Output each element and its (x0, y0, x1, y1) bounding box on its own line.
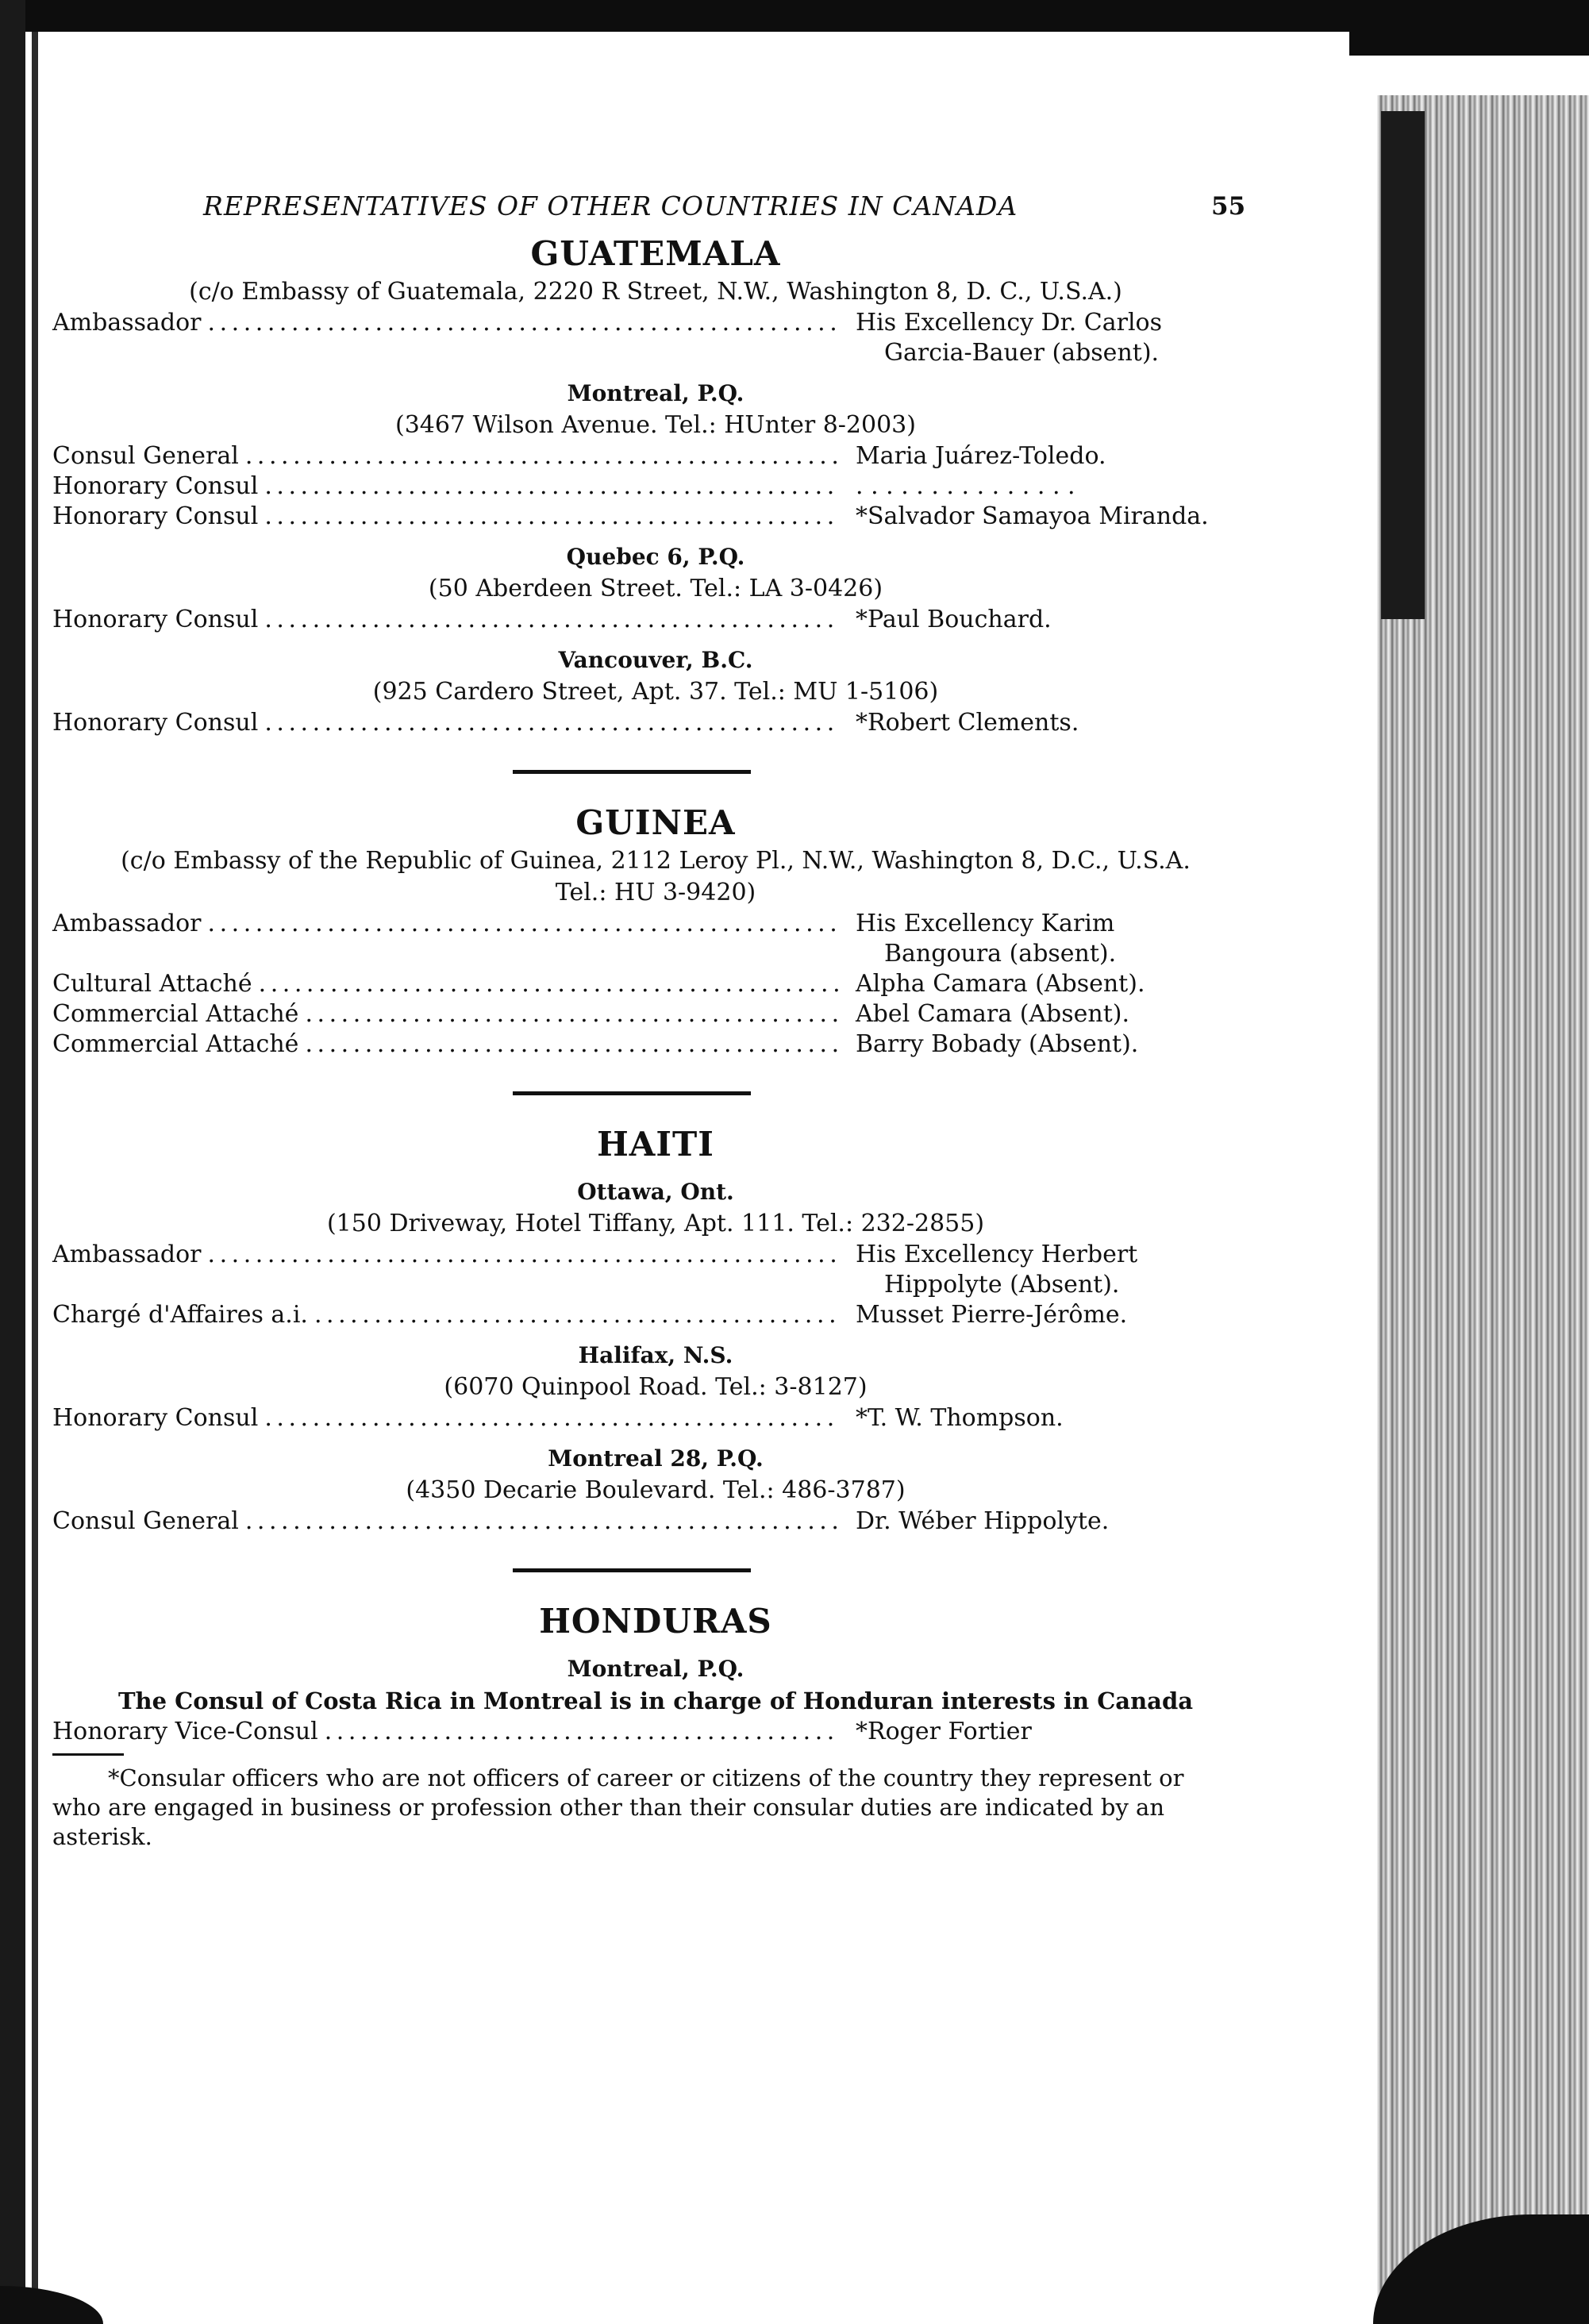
city-heading: Vancouver, B.C. (558, 647, 753, 673)
entry-name: *Robert Clements. (856, 709, 1079, 737)
leader-dots (264, 502, 840, 532)
leader-dots (259, 969, 840, 999)
office-address: (50 Aberdeen Street. Tel.: LA 3-0426) (428, 575, 883, 602)
scan-top-right-edge (1349, 0, 1589, 56)
entry-name: *Roger Fortier (856, 1718, 1032, 1745)
leader-dots (245, 441, 840, 471)
city-heading: Montreal, P.Q. (567, 1656, 744, 1682)
scan-left-rule (32, 32, 38, 2324)
entry-title: Consul General (52, 442, 239, 470)
leader-dots (264, 708, 840, 738)
list-item (52, 1029, 1259, 1060)
list-item (52, 1240, 1259, 1300)
entry-name: *Salvador Samayoa Miranda. (856, 502, 1209, 530)
office-address: (6070 Quinpool Road. Tel.: 3-8127) (444, 1373, 868, 1401)
list-item (52, 1300, 1259, 1330)
entry-title: Honorary Vice-Consul (52, 1718, 318, 1745)
page-content (52, 190, 1259, 2254)
entry-name: Alpha Camara (Absent). (856, 970, 1145, 998)
section-guinea (52, 801, 1259, 1060)
scan-bottom-left-corner (0, 2286, 103, 2324)
footnote-rule (52, 1753, 124, 1756)
country-heading: GUINEA (575, 803, 736, 842)
scan-top-edge (0, 0, 1365, 32)
section-divider (513, 1091, 751, 1095)
entry-name-continued: Hippolyte (Absent). (884, 1271, 1120, 1299)
list-item (52, 502, 1259, 532)
entry-name-continued: Bangoura (absent). (884, 940, 1117, 968)
list-item (52, 909, 1259, 969)
list-item (52, 1506, 1259, 1537)
footnote: *Consular officers who are not officers of career or citizens of the country they represent or who are engaged in business or profession other than their consular duties are indicated by an asterisk. (52, 1764, 1184, 1850)
entry-title: Ambassador (52, 1241, 202, 1268)
entry-name: Dr. Wéber Hippolyte. (856, 1507, 1110, 1535)
city-heading: Ottawa, Ont. (577, 1179, 734, 1205)
embassy-address: (c/o Embassy of the Republic of Guinea, 2112 Leroy Pl., N.W., Washington 8, D.C., U.S.A. (121, 847, 1191, 875)
entry-title: Cultural Attaché (52, 970, 252, 998)
entry-name: His Excellency Dr. Carlos (856, 309, 1163, 337)
leader-dots (314, 1300, 840, 1330)
section-haiti (52, 1122, 1259, 1537)
entry-title: Honorary Consul (52, 709, 259, 737)
representation-note: The Consul of Costa Rica in Montreal is in charge of Honduran interests in Canada (117, 1687, 1194, 1714)
list-item (52, 471, 1259, 502)
entry-title: Honorary Consul (52, 1404, 259, 1432)
section-honduras (52, 1599, 1259, 1747)
country-heading: GUATEMALA (530, 234, 781, 273)
list-item (52, 1403, 1259, 1433)
leader-dots (208, 308, 841, 338)
entry-title: Honorary Consul (52, 606, 259, 633)
entry-title: Chargé d'Affaires a.i. (52, 1301, 308, 1329)
office-address: (150 Driveway, Hotel Tiffany, Apt. 111. Tel.: 232-2855) (326, 1210, 985, 1237)
entry-title: Honorary Consul (52, 472, 259, 500)
entry-name: *Paul Bouchard. (856, 606, 1052, 633)
list-item (52, 605, 1259, 635)
list-item (52, 969, 1259, 999)
entry-title: Ambassador (52, 309, 202, 337)
embassy-telephone: Tel.: HU 3-9420) (555, 879, 756, 906)
leader-dots (325, 1717, 840, 1747)
city-heading: Montreal 28, P.Q. (548, 1445, 764, 1472)
entry-name: . . . . . . . . . . . . . . . (856, 472, 1075, 500)
city-heading: Halifax, N.S. (578, 1342, 733, 1368)
entry-name: *T. W. Thompson. (856, 1404, 1064, 1432)
leader-dots (264, 471, 840, 502)
leader-dots (305, 1029, 840, 1060)
entry-title: Commercial Attaché (52, 1030, 299, 1058)
scan-left-edge (0, 0, 25, 2324)
section-divider (513, 1568, 751, 1572)
entry-title: Consul General (52, 1507, 239, 1535)
list-item (52, 441, 1259, 471)
section-guatemala (52, 232, 1259, 738)
leader-dots (245, 1506, 840, 1537)
entry-title: Ambassador (52, 910, 202, 937)
entry-name: Abel Camara (Absent). (856, 1000, 1130, 1028)
binding-shadow (1381, 111, 1425, 619)
section-divider (513, 770, 751, 774)
running-head-title: REPRESENTATIVES OF OTHER COUNTRIES IN CANADA (203, 190, 1018, 221)
country-heading: HAITI (597, 1125, 714, 1164)
office-address: (925 Cardero Street, Apt. 37. Tel.: MU 1-5106) (372, 678, 939, 706)
list-item (52, 308, 1259, 368)
running-head (52, 190, 1259, 232)
entry-name-continued: Garcia-Bauer (absent). (884, 339, 1160, 367)
entry-title: Honorary Consul (52, 502, 259, 530)
office-address: (4350 Decarie Boulevard. Tel.: 486-3787) (406, 1476, 906, 1504)
entry-name: Barry Bobady (Absent). (856, 1030, 1139, 1058)
entry-name: Musset Pierre-Jérôme. (856, 1301, 1128, 1329)
leader-dots (208, 1240, 841, 1270)
list-item (52, 708, 1259, 738)
leader-dots (305, 999, 840, 1029)
page-number: 55 (1211, 192, 1246, 221)
list-item (52, 999, 1259, 1029)
list-item (52, 1717, 1259, 1747)
entry-name: His Excellency Karim (856, 910, 1115, 937)
city-heading: Montreal, P.Q. (567, 380, 744, 406)
entry-name: Maria Juárez-Toledo. (856, 442, 1106, 470)
entry-title: Commercial Attaché (52, 1000, 299, 1028)
leader-dots (208, 909, 841, 939)
entry-name: His Excellency Herbert (856, 1241, 1138, 1268)
leader-dots (264, 605, 840, 635)
leader-dots (264, 1403, 840, 1433)
city-heading: Quebec 6, P.Q. (566, 544, 745, 570)
embassy-address: (c/o Embassy of Guatemala, 2220 R Street, N.W., Washington 8, D. C., U.S.A.) (189, 278, 1122, 306)
office-address: (3467 Wilson Avenue. Tel.: HUnter 8-2003) (395, 411, 916, 439)
country-heading: HONDURAS (539, 1602, 772, 1641)
